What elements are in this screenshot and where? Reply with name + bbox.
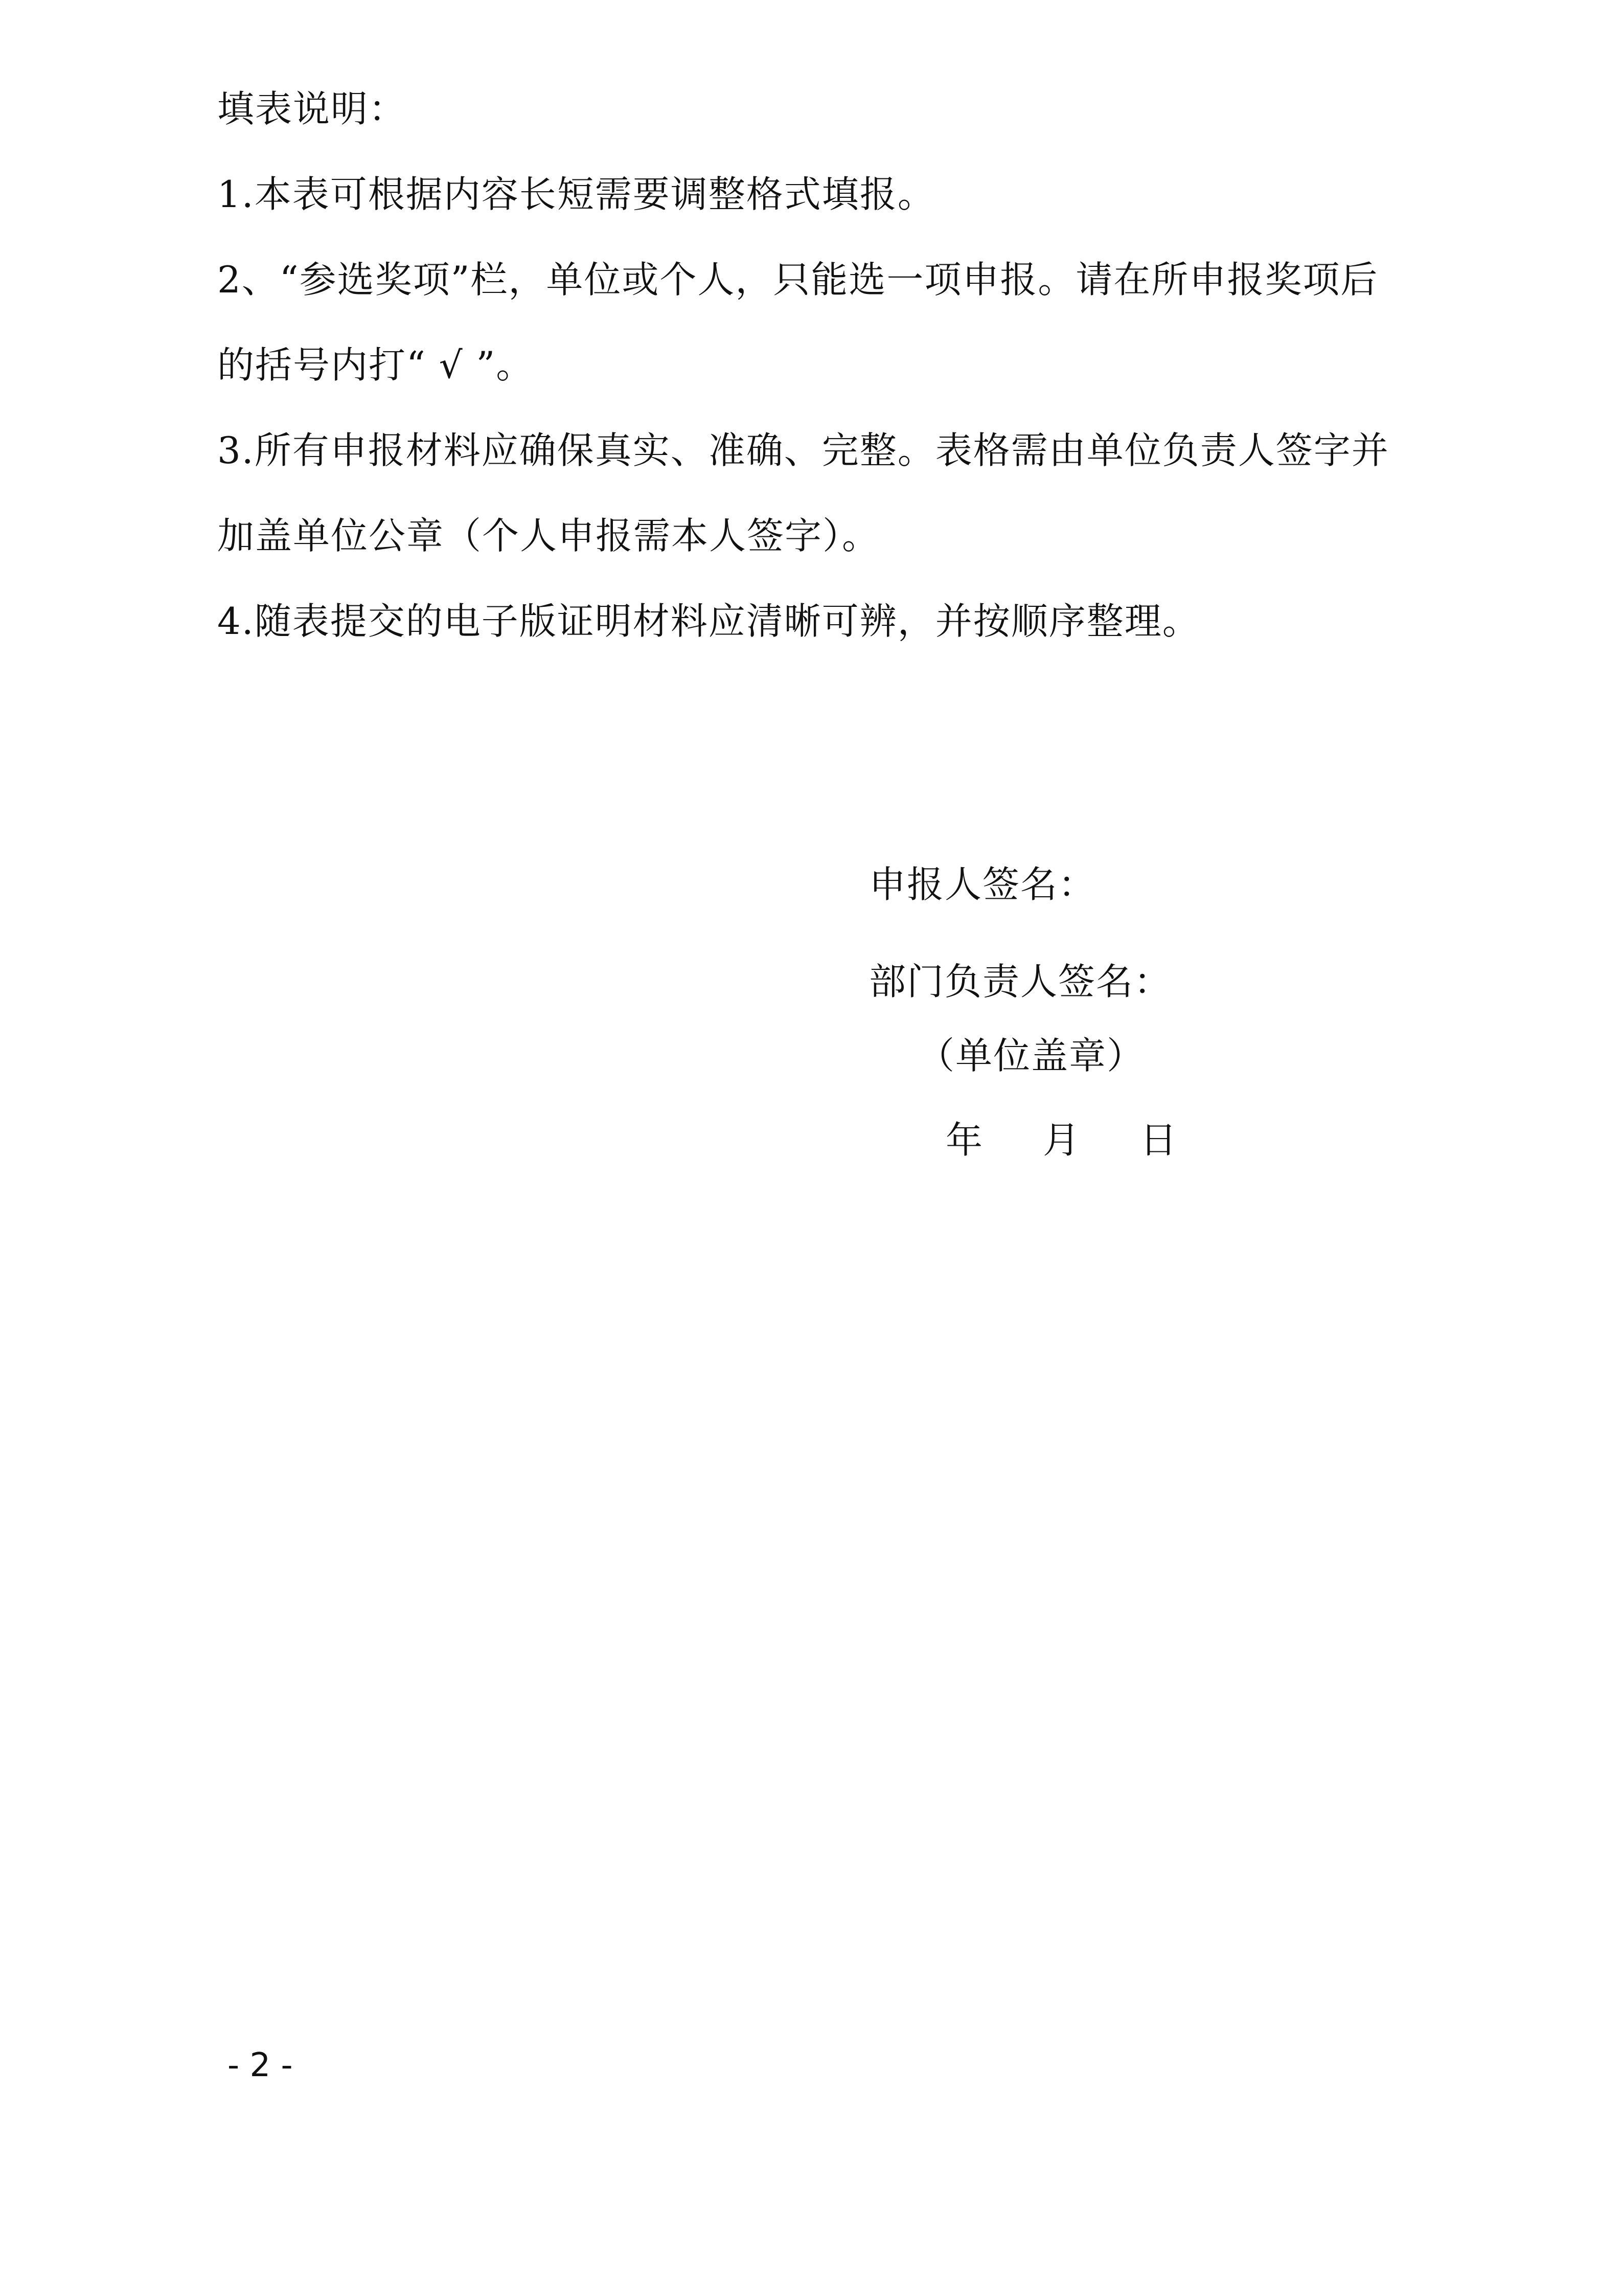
- instruction-line-2: 2、“参选奖项”栏，单位或个人，只能选一项申报。请在所申报奖项后: [217, 258, 1379, 301]
- instruction-line-4: 4.随表提交的电子版证明材料应清晰可辨，并按顺序整理。: [217, 600, 1200, 643]
- date-month-label: 月: [1043, 1119, 1080, 1162]
- instruction-line-3: 3.所有申报材料应确保真实、准确、完整。表格需由单位负责人签字并: [217, 429, 1389, 472]
- date-year-label: 年: [946, 1119, 983, 1162]
- instructions-heading: 填表说明：: [217, 87, 407, 130]
- instruction-line-3-continued: 加盖单位公章（个人申报需本人签字）。: [217, 514, 880, 557]
- instruction-line-1: 1.本表可根据内容长短需要调整格式填报。: [217, 173, 935, 216]
- fill-instructions: [217, 66, 1424, 664]
- date-day-label: 日: [1140, 1119, 1177, 1162]
- signature-date: [946, 1115, 1329, 1166]
- instruction-line-2-continued: 的括号内打“ √ ”。: [217, 344, 534, 387]
- page-number: - 2 -: [227, 2047, 293, 2084]
- department-head-signature-label: 部门负责人签名：: [869, 960, 1172, 1003]
- applicant-signature-label: 申报人签名：: [869, 863, 1096, 906]
- unit-seal-label: （单位盖章）: [918, 1034, 1145, 1077]
